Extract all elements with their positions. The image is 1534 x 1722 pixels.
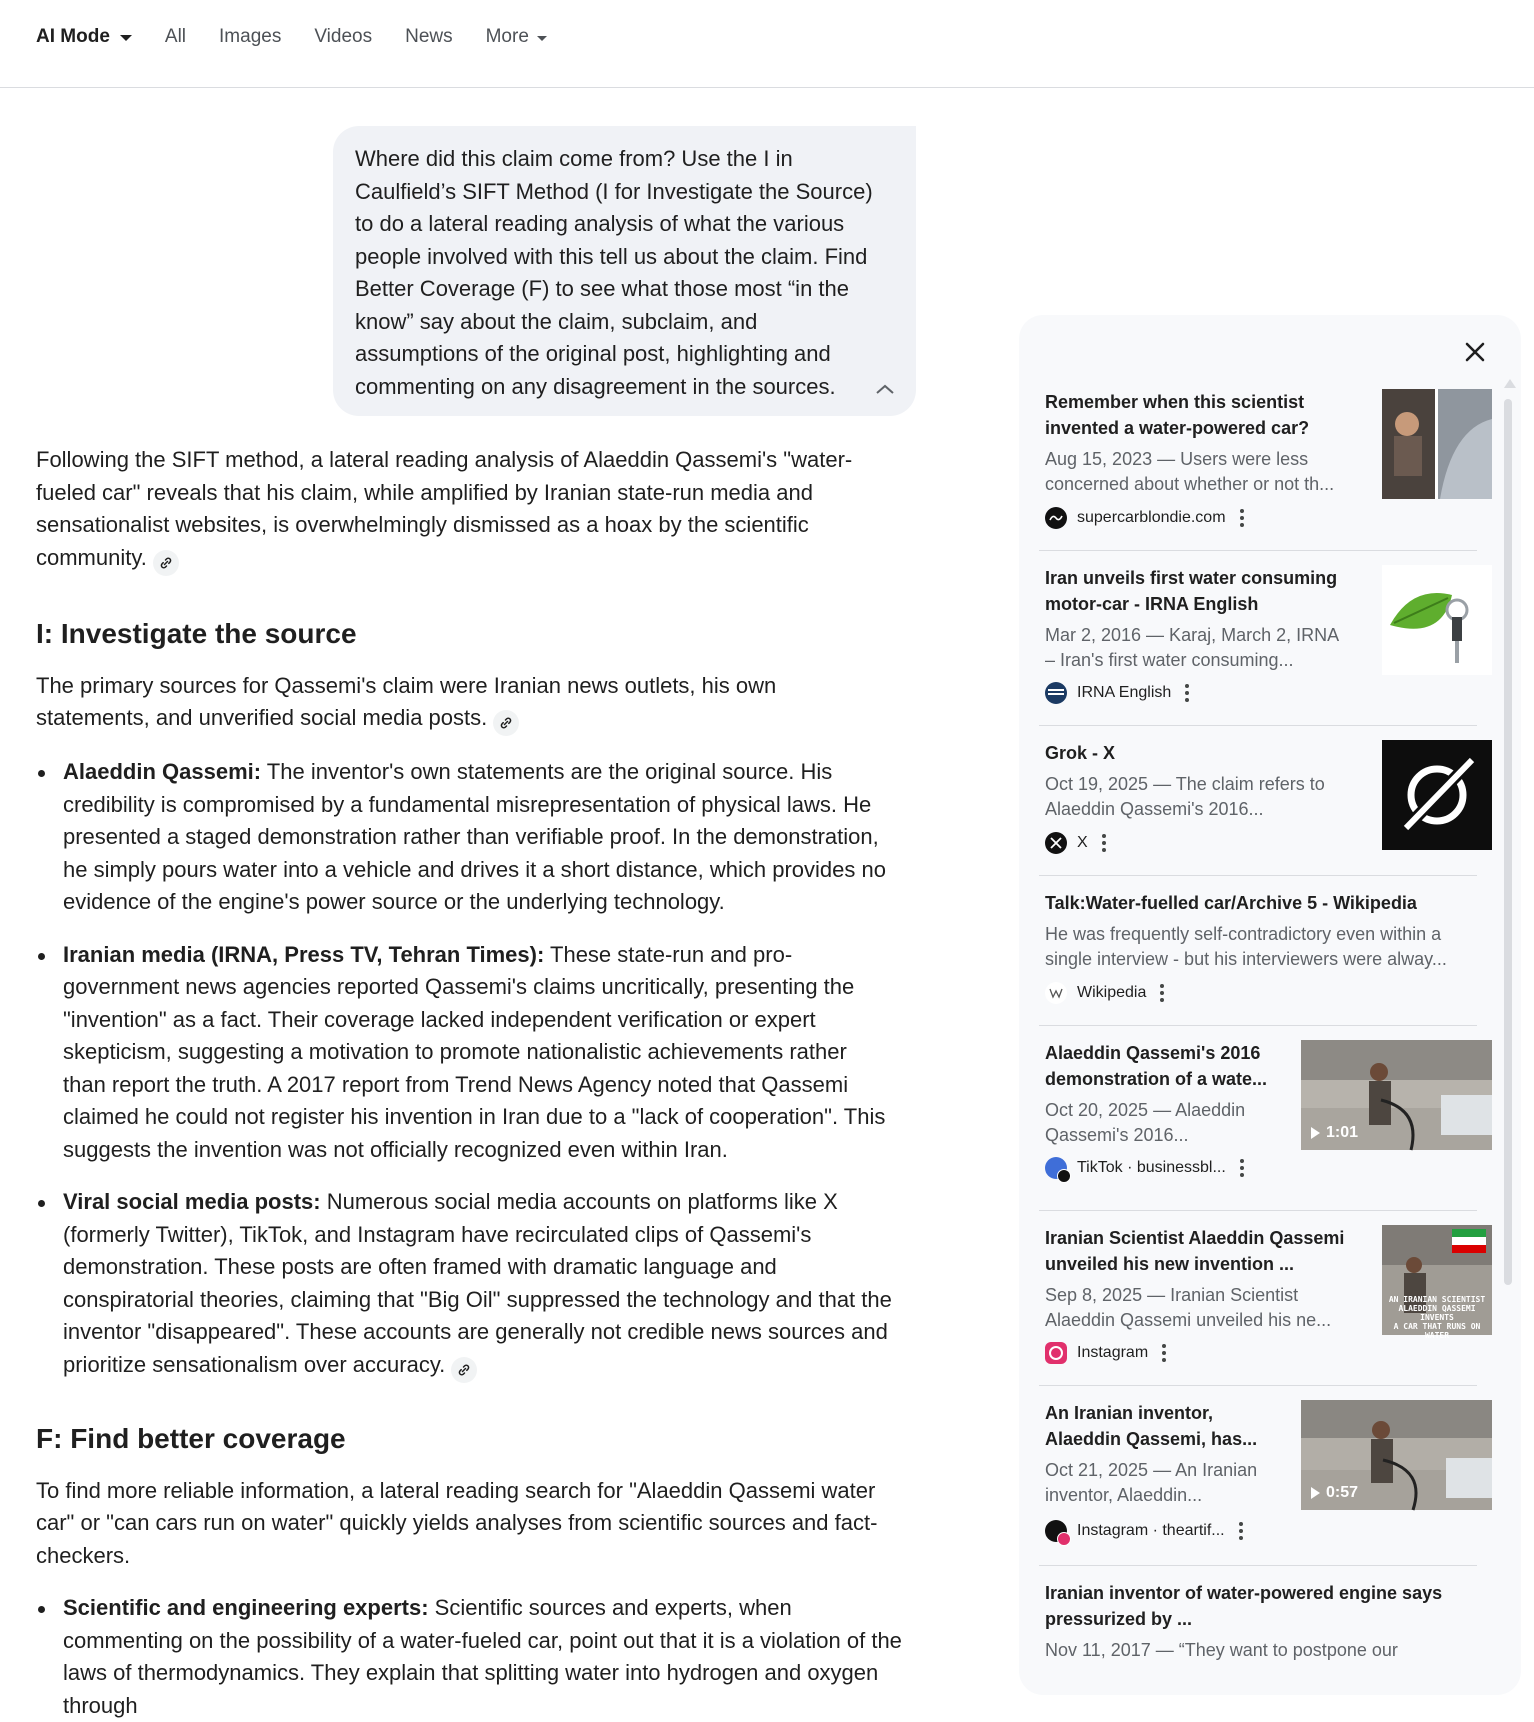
list-item [36, 1186, 898, 1383]
source-title-line: unveiled his new invention ... [1045, 1254, 1295, 1274]
instagram-badge-icon [1057, 1532, 1071, 1546]
snippet-line: Sep 8, 2025 — Iranian Scientist [1045, 1285, 1299, 1305]
tab-videos[interactable] [314, 26, 372, 48]
bullet-lead: Scientific and engineering experts: [63, 1595, 429, 1620]
source-site-name: Instagram [1077, 1344, 1149, 1361]
sources-panel [1019, 315, 1521, 1695]
source-title [1045, 1225, 1345, 1277]
search-tabs [36, 24, 580, 50]
bullet-text: Numerous social media accounts on platforms like X (formerly Twitter), TikTok, and Instagram have recirculated clips of Qassemi's demonstration. These posts are often framed with dramatic language and conspiratorial theories, claiming that "Big Oil" suppressed the technology and that the inventor "disappeared". These accounts are generally not credible news sources and prioritize sensationalism over accuracy. [63, 1189, 892, 1377]
source-title-line: Talk:Water-fuelled car/Archive 5 - Wikipedia [1045, 893, 1417, 913]
list-item [36, 1592, 909, 1722]
link-icon [499, 716, 513, 730]
play-icon [1311, 1487, 1320, 1499]
car-photo-icon [1382, 389, 1492, 499]
play-icon [1311, 1127, 1320, 1139]
wikipedia-logo-icon [1045, 982, 1067, 1004]
divider [1039, 550, 1477, 551]
more-options-icon[interactable] [1160, 984, 1164, 1002]
chevron-down-icon [120, 35, 132, 41]
source-site [1045, 507, 1244, 529]
source-snippet [1045, 1283, 1345, 1333]
more-options-icon[interactable] [1240, 509, 1244, 527]
divider [1039, 875, 1477, 876]
snippet-line: Mar 2, 2016 — Karaj, March 2, IRNA [1045, 625, 1340, 645]
supercarblondie-logo-icon [1045, 507, 1067, 529]
source-snippet [1045, 1458, 1265, 1508]
instagram-channel-avatar-icon [1045, 1520, 1067, 1542]
source-thumbnail [1382, 565, 1492, 675]
duration-label: 0:57 [1326, 1484, 1359, 1501]
source-title-line: An Iranian inventor, [1045, 1403, 1214, 1423]
user-query-text: Where did this claim come from? Use the I in Caulfield’s SIFT Method (I for Investigate the Source) to do a lateral reading analysis of what the various people involved with this tell us about the claim. Find Better Coverage (F) to see what those most “in the know” say about the claim, subclaim, and assumptions of the original post, highlighting and commenting on any disagreement in the sources. [355, 146, 873, 399]
bullet-text: The inventor's own statements are the original source. His credibility is compromised by a fundamental misrepresentation of physical laws. He presented a staged demonstration rather than verifiable proof. In the demonstration, he simply pours water into a vehicle and drives it a short distance, which provides no evidence of the engine's power source or the underlying technology. [63, 759, 886, 914]
source-snippet [1045, 623, 1345, 673]
source-title-line: Alaeddin Qassemi's 2016 [1045, 1043, 1261, 1063]
snippet-line: single interview - but his interviewers were alway... [1045, 949, 1447, 969]
snippet-line: concerned about whether or not th... [1045, 474, 1335, 494]
snippet-line: Oct 20, 2025 — Alaeddin [1045, 1100, 1246, 1120]
scrollbar-thumb[interactable] [1504, 399, 1512, 1285]
source-site [1045, 1342, 1166, 1364]
bullet-lead: Viral social media posts: [63, 1189, 321, 1214]
source-site-name: Instagram · theartif... [1077, 1522, 1225, 1539]
bullet-lead: Iranian media (IRNA, Press TV, Tehran Times): [63, 941, 545, 967]
source-title [1045, 1400, 1265, 1452]
source-site-name: X [1077, 834, 1088, 851]
tab-label: AI Mode [36, 26, 110, 47]
source-site [1045, 682, 1189, 704]
snippet-line: He was frequently self-contradictory even within a [1045, 924, 1442, 944]
section-heading: I: Investigate the source [36, 617, 357, 649]
section-heading: F: Find better coverage [36, 1422, 346, 1454]
tab-label: More [485, 26, 529, 47]
answer-intro-text: Following the SIFT method, a lateral reading analysis of Alaeddin Qassemi's "water-fueled car" reveals that his claim, while amplified by Iranian state-run media and sensationalist websites, is overwhelmingly dismissed as a hoax by the scientific community. [36, 447, 853, 570]
link-icon [159, 556, 173, 570]
source-link-chip[interactable] [451, 1357, 477, 1383]
source-card[interactable] [1039, 389, 1479, 526]
list-item [36, 756, 887, 919]
video-thumbnail[interactable] [1301, 1040, 1492, 1150]
more-options-icon[interactable] [1239, 1522, 1243, 1540]
more-options-icon[interactable] [1240, 1159, 1244, 1177]
snippet-line: inventor, Alaeddin... [1045, 1485, 1203, 1505]
source-title-line: pressurized by ... [1045, 1609, 1193, 1629]
divider [1039, 1210, 1477, 1211]
bullet-text: Scientific sources and experts, when commenting on the possibility of a water-fueled car, point out that it is a violation of the laws of thermodynamics. They explain that splitting water into hydrogen and oxygen through [63, 1595, 902, 1718]
source-site-name: IRNA English [1077, 684, 1172, 701]
source-title [1045, 565, 1345, 617]
source-link-chip[interactable] [153, 550, 179, 576]
snippet-line: Oct 21, 2025 — An Iranian [1045, 1460, 1258, 1480]
source-card[interactable] [1039, 740, 1479, 850]
source-site [1045, 1520, 1243, 1542]
tiktok-channel-avatar-icon [1045, 1157, 1067, 1179]
video-duration [1311, 1124, 1358, 1142]
tab-label: Images [219, 26, 282, 47]
snippet-line: Nov 11, 2017 — “They want to postpone our [1045, 1640, 1398, 1660]
source-card[interactable] [1039, 1040, 1479, 1176]
source-title [1045, 890, 1475, 916]
source-title-line: Remember when this scientist [1045, 392, 1305, 412]
tab-ai-mode[interactable] [36, 26, 132, 48]
caption-line: AN IRANIAN SCIENTIST [1388, 1295, 1486, 1304]
tab-all[interactable] [165, 26, 186, 48]
tab-more[interactable] [486, 26, 547, 48]
section-intro: To find more reliable information, a lateral reading search for "Alaeddin Qassemi water car" or "can cars run on water" quickly yields analyses from scientific sources and fact-checkers. [36, 1477, 878, 1568]
source-thumbnail [1382, 740, 1492, 850]
scroll-up-arrow-icon[interactable] [1504, 379, 1516, 388]
caption-line: ALAEDDIN QASSEMI INVENTS [1398, 1304, 1476, 1322]
close-icon[interactable] [1462, 339, 1488, 365]
source-title-line: invented a water-powered car? [1045, 418, 1310, 438]
source-card[interactable] [1039, 1580, 1479, 1690]
source-title-line: Iranian Scientist Alaeddin Qassemi [1045, 1228, 1345, 1248]
divider [1039, 1565, 1477, 1566]
section-intro [36, 670, 856, 737]
tab-label: News [405, 26, 453, 47]
thumbnail-caption [1382, 1295, 1492, 1340]
more-options-icon[interactable] [1162, 1344, 1166, 1362]
caption-line: A CAR THAT RUNS ON WATER [1393, 1322, 1481, 1340]
top-navigation [0, 0, 1534, 88]
snippet-line: Qassemi's 2016... [1045, 1125, 1189, 1145]
source-thumbnail [1382, 389, 1492, 499]
source-title-line: Alaeddin Qassemi, has... [1045, 1429, 1258, 1449]
source-card[interactable] [1039, 890, 1479, 1000]
source-card[interactable] [1039, 565, 1479, 701]
source-site [1045, 832, 1106, 854]
source-card[interactable] [1039, 1400, 1479, 1539]
link-icon [457, 1363, 471, 1377]
source-title-line: Iranian inventor of water-powered engine says [1045, 1583, 1443, 1603]
duration-label: 1:01 [1326, 1124, 1359, 1141]
divider [1039, 725, 1477, 726]
source-card[interactable] [1039, 1225, 1486, 1361]
source-title-line: demonstration of a wate... [1045, 1069, 1268, 1089]
bullet-lead: Alaeddin Qassemi: [63, 759, 262, 784]
source-snippet [1045, 922, 1475, 972]
ai-answer [36, 444, 916, 1722]
source-title-line: Grok - X [1045, 743, 1116, 763]
source-title [1045, 389, 1335, 441]
video-duration [1311, 1484, 1358, 1502]
source-site-name: Wikipedia [1077, 984, 1147, 1001]
answer-intro [36, 444, 882, 576]
section-intro-text: The primary sources for Qassemi's claim were Iranian news outlets, his own statements, and unverified social media posts. [36, 672, 777, 730]
x-logo-icon [1045, 832, 1067, 854]
source-site-name: TikTok · businessbl... [1077, 1159, 1226, 1176]
video-thumbnail[interactable] [1301, 1400, 1492, 1510]
snippet-line: Alaeddin Qassemi's 2016... [1045, 799, 1264, 819]
tab-images[interactable] [219, 26, 281, 48]
source-snippet [1045, 1638, 1475, 1663]
source-thumbnail [1382, 1225, 1492, 1340]
more-options-icon[interactable] [1102, 834, 1106, 852]
user-query-bubble [333, 126, 916, 416]
source-site [1045, 1157, 1244, 1179]
bullet-list [36, 756, 916, 1383]
source-snippet [1045, 447, 1345, 497]
source-title [1045, 1040, 1268, 1092]
chevron-up-icon[interactable] [874, 382, 896, 396]
source-site-name: supercarblondie.com [1077, 509, 1226, 526]
tab-label: All [164, 26, 187, 47]
source-title [1045, 740, 1345, 766]
tiktok-badge-icon [1057, 1169, 1071, 1183]
snippet-line: – Iran's first water consuming... [1045, 650, 1294, 670]
bullet-text: These state-run and pro-government news agencies reported Qassemi's claims uncritically, presenting the "invention" as a fact. Their coverage lacked independent verification or expert skepticism, suggesting a motivation to promote nationalistic achievements rather than report the truth. A 2017 report from Trend News Agency noted that Qassemi claimed he could not register his invention in Iran due to a "lack of cooperation". This suggests the invention was not officially recognized even within Iran. [63, 941, 886, 1162]
grok-logo-icon [1382, 740, 1492, 850]
source-title [1045, 1580, 1475, 1632]
source-title-line: motor-car - IRNA English [1045, 594, 1259, 614]
leaf-key-image-icon [1382, 565, 1492, 675]
divider [1039, 1025, 1477, 1026]
snippet-line: Oct 19, 2025 — The claim refers to [1045, 774, 1325, 794]
source-snippet [1045, 772, 1345, 822]
scrollbar[interactable] [1502, 379, 1514, 1679]
instagram-logo-icon [1045, 1342, 1067, 1364]
source-snippet [1045, 1098, 1265, 1148]
snippet-line: Alaeddin Qassemi unveiled his ne... [1045, 1310, 1332, 1330]
tab-news[interactable] [405, 26, 453, 48]
snippet-line: Aug 15, 2023 — Users were less [1045, 449, 1309, 469]
source-link-chip[interactable] [493, 710, 519, 736]
source-title-line: Iran unveils first water consuming [1045, 568, 1338, 588]
divider [1039, 1385, 1477, 1386]
irna-logo-icon [1045, 682, 1067, 704]
chevron-down-icon [537, 36, 547, 41]
bullet-list [36, 1592, 916, 1722]
list-item [36, 939, 887, 1167]
tab-label: Videos [314, 26, 373, 47]
more-options-icon[interactable] [1185, 684, 1189, 702]
source-site [1045, 982, 1164, 1004]
